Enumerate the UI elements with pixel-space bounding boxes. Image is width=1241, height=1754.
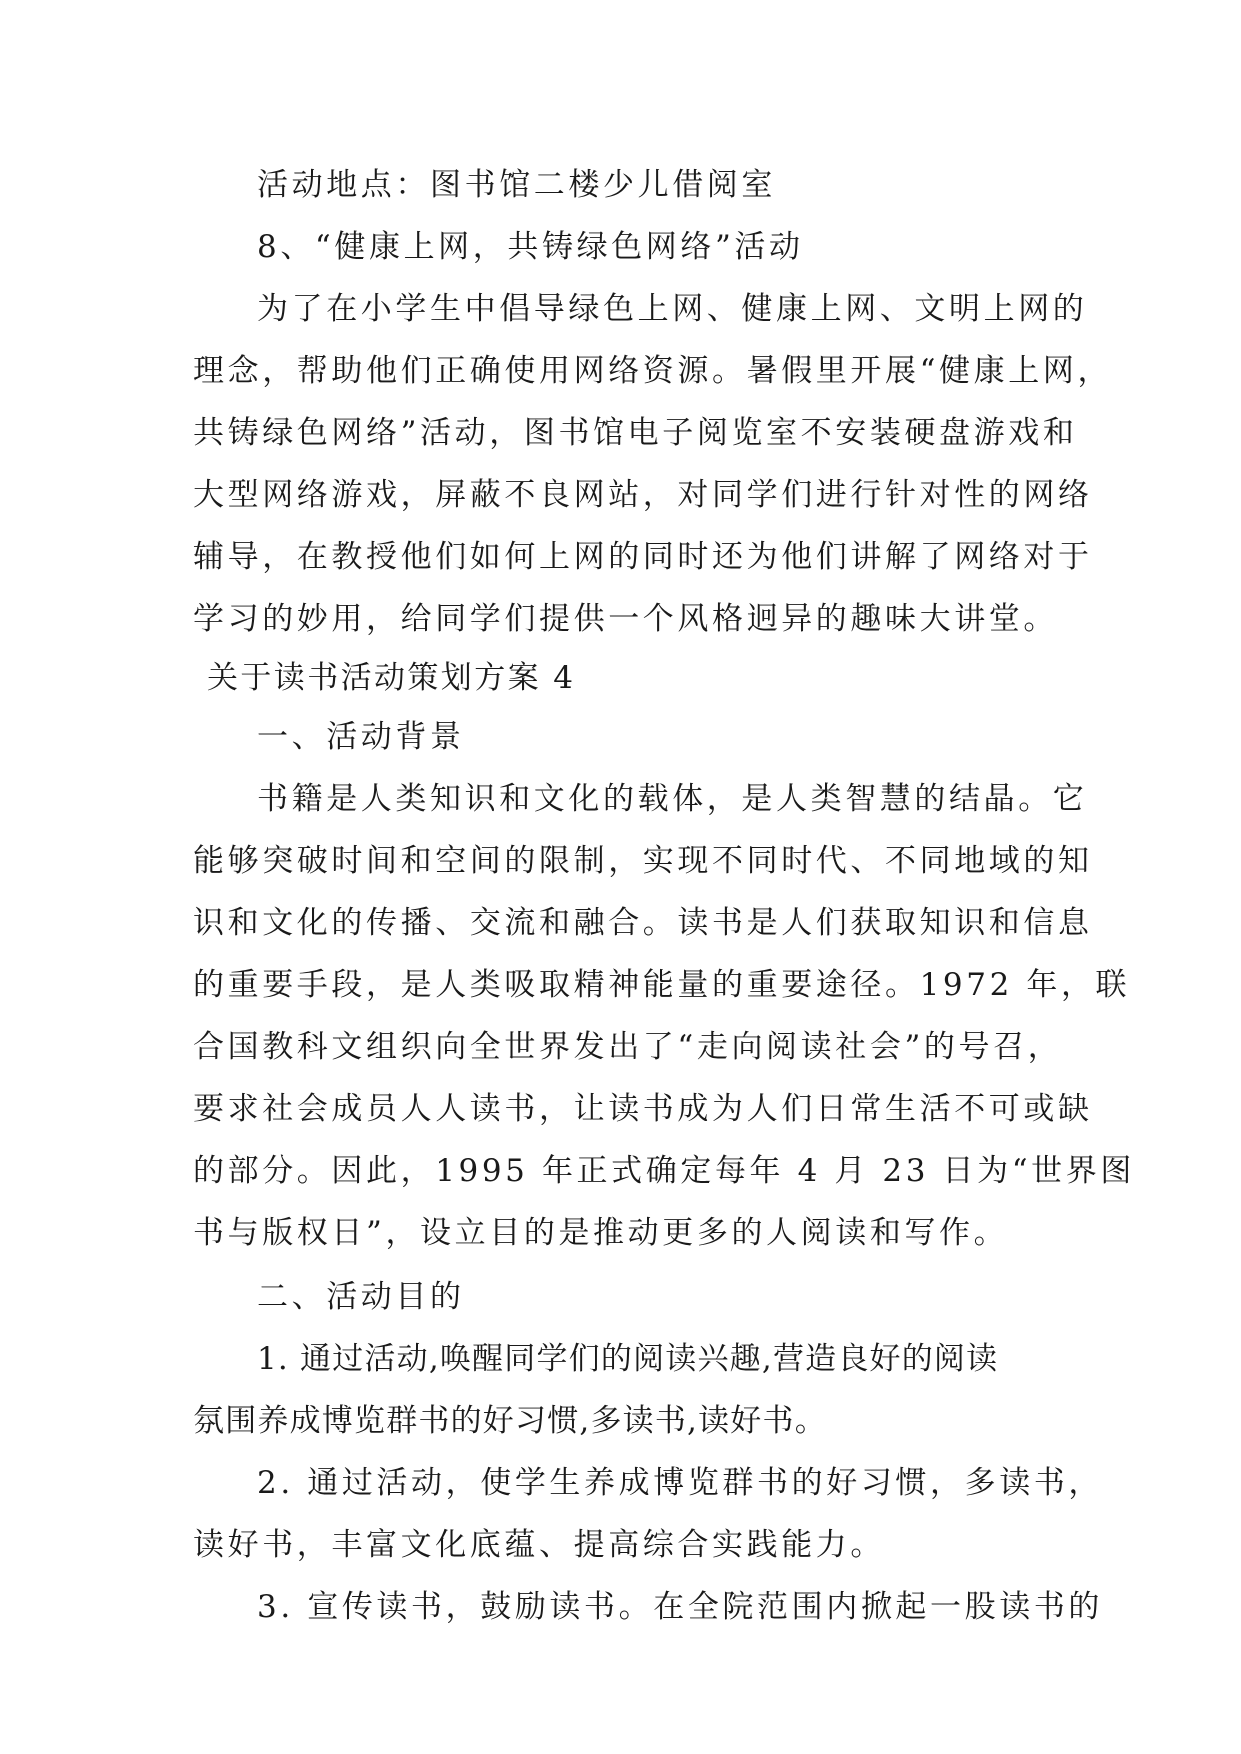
text-line: 识和文化的传播、交流和融合。读书是人们获取知识和信息 bbox=[193, 905, 1093, 941]
text-line: 理念，帮助他们正确使用网络资源。暑假里开展“健康上网， bbox=[193, 353, 1113, 389]
section-heading: 关于读书活动策划方案 4 bbox=[207, 660, 576, 696]
text-line: 书籍是人类知识和文化的载体，是人类智慧的结晶。它 bbox=[257, 781, 1088, 817]
text-line: 氛围养成博览群书的好习惯,多读书,读好书。 bbox=[193, 1403, 827, 1439]
text-line: 的部分。因此，1995 年正式确定每年 4 月 23 日为“世界图 bbox=[193, 1153, 1135, 1189]
subheading-background: 一、活动背景 bbox=[257, 719, 465, 755]
text-line: 为了在小学生中倡导绿色上网、健康上网、文明上网的 bbox=[257, 291, 1088, 327]
text-line: 书与版权日”，设立目的是推动更多的人阅读和写作。 bbox=[193, 1215, 1009, 1251]
text-line: 大型网络游戏，屏蔽不良网站，对同学们进行针对性的网络 bbox=[193, 477, 1093, 513]
text-line: 共铸绿色网络”活动，图书馆电子阅览室不安装硬盘游戏和 bbox=[193, 415, 1078, 451]
list-item-1: 1. 通过活动,唤醒同学们的阅读兴趣,营造良好的阅读 bbox=[257, 1341, 999, 1377]
text-line: 读好书，丰富文化底蕴、提高综合实践能力。 bbox=[193, 1527, 885, 1563]
subheading-purpose: 二、活动目的 bbox=[257, 1279, 465, 1315]
text-line: 辅导，在教授他们如何上网的同时还为他们讲解了网络对于 bbox=[193, 539, 1093, 575]
text-line: 的重要手段，是人类吸取精神能量的重要途径。1972 年，联 bbox=[193, 967, 1131, 1003]
text-line: 能够突破时间和空间的限制，实现不同时代、不同地域的知 bbox=[193, 843, 1093, 879]
text-line: 学习的妙用，给同学们提供一个风格迥异的趣味大讲堂。 bbox=[193, 601, 1058, 637]
list-item-3: 3. 宣传读书，鼓励读书。在全院范围内掀起一股读书的 bbox=[257, 1589, 1104, 1625]
list-item-2: 2. 通过活动，使学生养成博览群书的好习惯，多读书， bbox=[257, 1465, 1104, 1501]
text-line: 合国教科文组织向全世界发出了“走向阅读社会”的号召， bbox=[193, 1029, 1063, 1065]
text-line-location: 活动地点：图书馆二楼少儿借阅室 bbox=[257, 167, 776, 203]
text-line-item-8-title: 8、“健康上网，共铸绿色网络”活动 bbox=[257, 229, 804, 265]
text-line: 要求社会成员人人读书，让读书成为人们日常生活不可或缺 bbox=[193, 1091, 1093, 1127]
